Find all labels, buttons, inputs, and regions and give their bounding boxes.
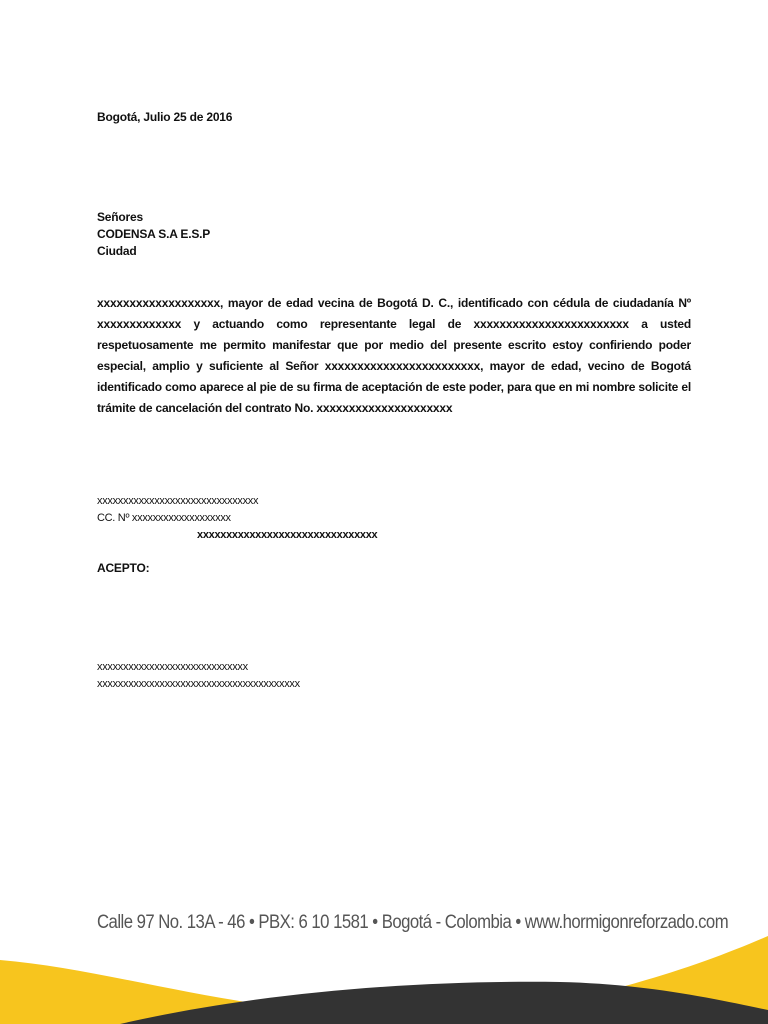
signer-name: xxxxxxxxxxxxxxxxxxxxxxxxxxxxxxx bbox=[97, 495, 259, 507]
signer-id: CC. Nº xxxxxxxxxxxxxxxxxxx bbox=[97, 512, 231, 524]
footer-address: Calle 97 No. 13A - 46 • PBX: 6 10 1581 • Bogotá - Colombia • www.hormigonreforzado.com bbox=[97, 912, 729, 933]
acceptor-name: xxxxxxxxxxxxxxxxxxxxxxxxxxxxx bbox=[97, 661, 248, 673]
signer-signature: xxxxxxxxxxxxxxxxxxxxxxxxxxxxxxx bbox=[197, 529, 378, 541]
recipient-salutation: Señores bbox=[97, 210, 143, 224]
signer-block bbox=[97, 493, 258, 527]
accept-label: ACEPTO: bbox=[97, 561, 150, 575]
letter-body: xxxxxxxxxxxxxxxxxxx, mayor de edad vecina de Bogotá D. C., identificado con cédula de ciudadanía Nº xxxxxxxxxxxxx y actuando como representante legal de xxxxxxxxxxxxxxxxxxxxxxxx a usted respetuosamente me permito manifestar que por medio del presente escrito estoy confiriendo poder especial, amplio y suficiente al Señor xxxxxxxxxxxxxxxxxxxxxxxx, mayor de edad, vecino de Bogotá identificado como aparece al pie de su firma de aceptación de este poder, para que en mi nombre solicite el trámite de cancelación del contrato No. xxxxxxxxxxxxxxxxxxxxx bbox=[97, 296, 691, 415]
recipient-company: CODENSA S.A E.S.P bbox=[97, 227, 211, 241]
letter-date: Bogotá, Julio 25 de 2016 bbox=[97, 110, 233, 124]
recipient-block bbox=[97, 209, 210, 260]
acceptor-block bbox=[97, 659, 300, 693]
acceptor-id: xxxxxxxxxxxxxxxxxxxxxxxxxxxxxxxxxxxxxxx bbox=[97, 678, 300, 690]
recipient-city: Ciudad bbox=[97, 244, 137, 258]
footer-wave-graphic bbox=[0, 930, 768, 1024]
